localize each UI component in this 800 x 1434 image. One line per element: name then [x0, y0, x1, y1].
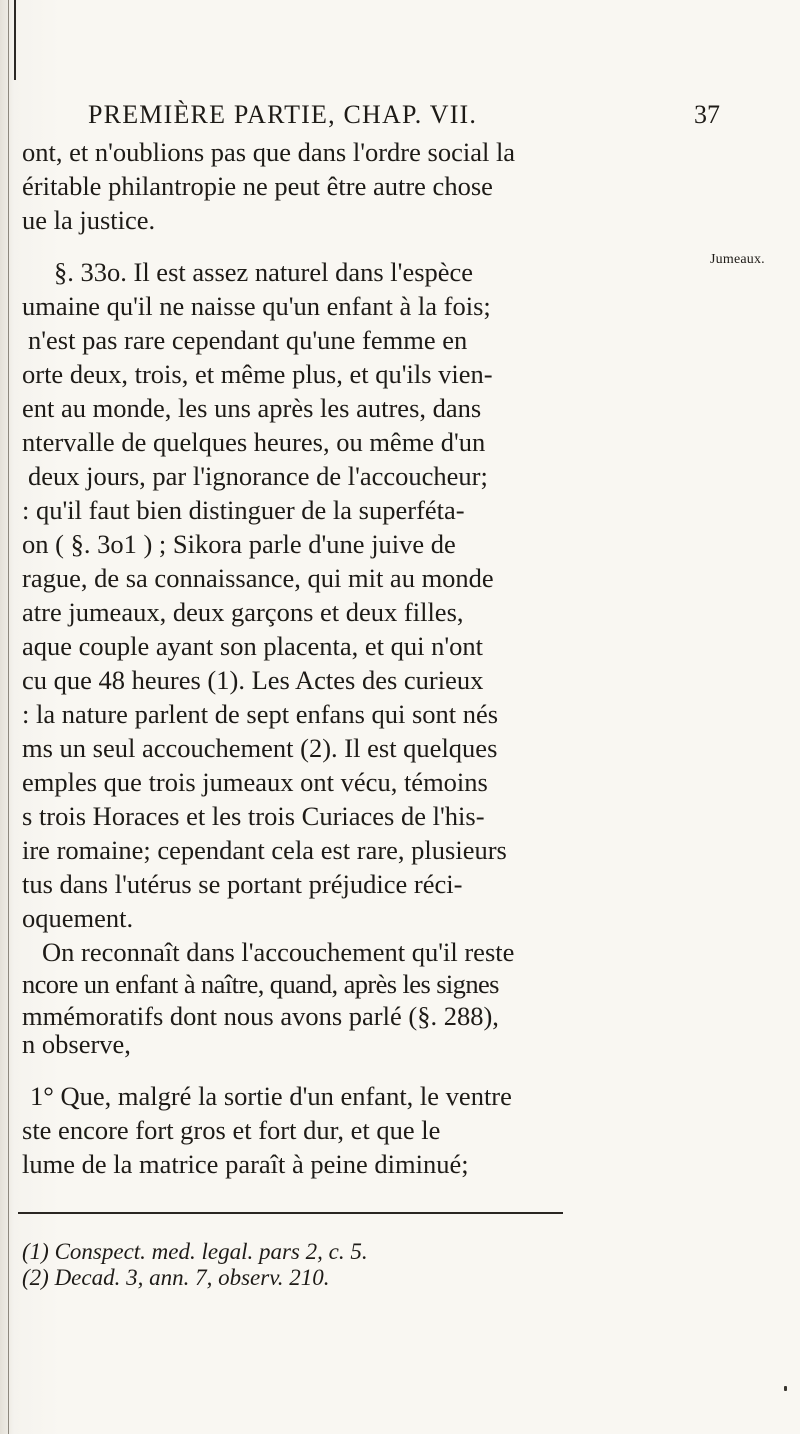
- text-line: s trois Horaces et les trois Curiaces de l'his-: [22, 801, 485, 831]
- text-line: deux jours, par l'ignorance de l'accoucheur;: [28, 461, 488, 491]
- text-line: 1° Que, malgré la sortie d'un enfant, le ventre: [30, 1081, 512, 1111]
- page-number: 37: [694, 100, 720, 129]
- text-line: éritable philantropie ne peut être autre chose: [22, 171, 493, 201]
- text-line: atre jumeaux, deux garçons et deux filles,: [22, 597, 464, 627]
- text-line: On reconnaît dans l'accouchement qu'il reste: [42, 937, 515, 967]
- text-line: n observe,: [22, 1029, 131, 1059]
- text-line: §. 33o. Il est assez naturel dans l'espèce: [54, 257, 474, 287]
- text-line: : la nature parlent de sept enfans qui sont nés: [22, 699, 499, 729]
- text-line: lume de la matrice paraît à peine diminué;: [22, 1149, 469, 1179]
- text-line: ncore un enfant à naître, quand, après les signes: [22, 969, 499, 999]
- text-line: oquement.: [22, 903, 134, 933]
- running-title: PREMIÈRE PARTIE, CHAP. VII.: [88, 100, 478, 129]
- text-line: ent au monde, les uns après les autres, dans: [22, 393, 482, 423]
- text-line: ue la justice.: [22, 205, 156, 235]
- margin-note: Jumeaux.: [710, 252, 765, 267]
- text-line: n'est pas rare cependant qu'une femme en: [28, 325, 468, 355]
- text-line: rague, de sa connaissance, qui mit au monde: [22, 563, 494, 593]
- text-line: umaine qu'il ne naisse qu'un enfant à la fois;: [22, 291, 491, 321]
- binding-edge: [8, 0, 9, 1434]
- footnote: (2) Decad. 3, ann. 7, observ. 210.: [22, 1265, 330, 1290]
- text-line: on ( §. 3o1 ) ; Sikora parle d'une juive de: [22, 529, 456, 559]
- text-line: ms un seul accouchement (2). Il est quelques: [22, 733, 498, 763]
- text-line: ire romaine; cependant cela est rare, plusieurs: [22, 835, 507, 865]
- footnote: (1) Conspect. med. legal. pars 2, c. 5.: [22, 1239, 368, 1264]
- text-line: : qu'il faut bien distinguer de la superféta-: [22, 495, 465, 525]
- text-line: ste encore fort gros et fort dur, et que le: [22, 1115, 441, 1145]
- running-header: [88, 100, 720, 140]
- text-line: tus dans l'utérus se portant préjudice réci-: [22, 869, 463, 899]
- binding-edge-dark: [14, 0, 16, 80]
- text-line: cu que 48 heures (1). Les Actes des curieux: [22, 665, 484, 695]
- footnote-rule: [18, 1212, 563, 1214]
- text-line: ont, et n'oublions pas que dans l'ordre social la: [22, 137, 516, 167]
- text-line: emples que trois jumeaux ont vécu, témoins: [22, 767, 488, 797]
- text-line: aque couple ayant son placenta, et qui n'ont: [22, 631, 484, 661]
- text-line: mmémoratifs dont nous avons parlé (§. 288),: [22, 1001, 499, 1031]
- ink-speck: [784, 1386, 787, 1391]
- text-line: ntervalle de quelques heures, ou même d'un: [22, 427, 486, 457]
- text-line: orte deux, trois, et même plus, et qu'ils vien-: [22, 359, 493, 389]
